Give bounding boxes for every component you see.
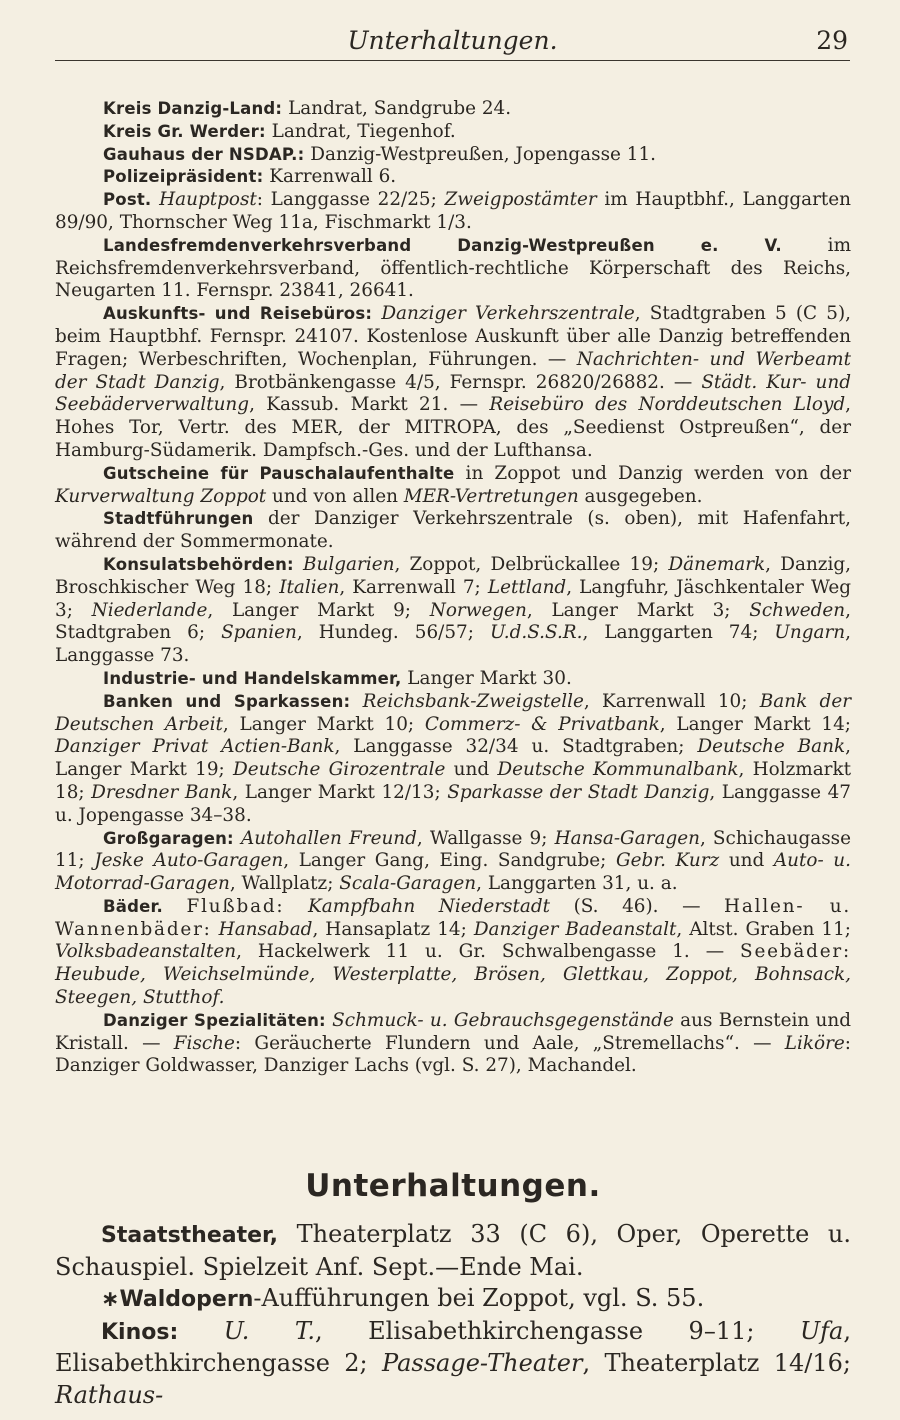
entry-heading: Post. — [103, 190, 152, 210]
page-number: 29 — [816, 26, 848, 55]
entry-kinos: Kinos: U. T., Elisabethkirchengasse 9–11; Ufa, Elisabethkirchengasse 2; Passage-Theater, Theaterplatz 14/16; Rathaus- — [55, 1316, 851, 1409]
entry-heading: Bäder. — [103, 896, 163, 916]
entry-polizeipraesident: Polizeipräsident: Karrenwall 6. — [103, 166, 397, 188]
entry-heading: Konsulatsbehörden: — [103, 554, 294, 574]
entry-heading: Kreis Gr. Werder: — [103, 121, 266, 141]
running-title: Unterhaltungen. — [347, 26, 558, 55]
entry-auskunfts-reisebueros: Auskunfts- und Reisebüros: Danziger Verkehrszentrale, Stadtgraben 5 (C 5), beim Hauptbhf. Fernspr. 24107. Kostenlose Auskunft über alle Danzig betreffenden Fragen; Werbeschriften, Wochenplan, Führungen. — Nachrichten- und Werbeamt der Stadt Danzig, Brotbänkengasse 4/5, Fernspr. 26820/26882. — Städt. Kur- und Seebäderverwaltung, Kassub. Markt 21. — Reisebüro des Norddeutschen Lloyd, Hohes Tor, Vertr. des MER, der MITROPA, des „Seedienst Ostpreußen“, der Hamburg-Südamerik. Dampfsch.-Ges. und der Lufthansa. — [55, 303, 851, 461]
entry-heading: Staatstheater, — [101, 1223, 279, 1248]
entry-heading: Industrie- und Handelskammer, — [103, 668, 402, 688]
entry-grossgaragen: Großgaragen: Autohallen Freund, Wallgasse 9; Hansa-Garagen, Schichaugasse 11; Jeske Auto-Garagen, Langer Gang, Eing. Sandgrube; Gebr. Kurz und Auto- u. Motorrad-Garagen, Wallplatz; Scala-Garagen, Langgarten 31, u. a. — [55, 827, 851, 895]
section-heading: Unterhaltungen. — [305, 1168, 601, 1204]
entry-kreis-danzig-land: Kreis Danzig-Land: Landrat, Sandgrube 24. — [103, 98, 512, 119]
entry-heading: Kreis Danzig-Land: — [103, 99, 283, 118]
entry-staatstheater: Staatstheater, Theaterplatz 33 (C 6), Oper, Operette u. Schauspiel. Spielzeit Anf. Sept.—Ende Mai. — [55, 1220, 851, 1281]
entry-heading: Kinos: — [101, 1319, 179, 1345]
directory-listing — [55, 98, 851, 1078]
entry-kreis-gr-werder: Kreis Gr. Werder: Landrat, Tiegenhof. — [103, 120, 456, 142]
entry-gutscheine: Gutscheine für Pauschalaufenthalte in Zoppot und Danzig werden von der Kurverwaltung Zoppot und von allen MER-Vertretungen ausgegeben. — [55, 462, 851, 507]
entry-gauhaus: Gauhaus der NSDAP.: Danzig-Westpreußen, Jopengasse 11. — [103, 143, 656, 165]
entry-stadtfuehrungen: Stadtführungen der Danziger Verkehrszentrale (s. oben), mit Hafenfahrt, während der Sommermonate. — [55, 508, 851, 553]
entry-heading: Großgaragen: — [103, 828, 234, 848]
entry-heading: Stadtführungen — [103, 509, 254, 529]
entry-heading: Gutscheine für Pauschalaufenthalte — [103, 463, 455, 483]
entry-heading: Banken und Sparkassen: — [103, 691, 351, 711]
entry-landesfremdenverkehrsverband: Landesfremdenverkehrsverband Danzig-Westpreußen e. V. im Reichsfremdenverkehrsverband, öffentlich-rechtliche Körperschaft des Reichs, Neugarten 11. Fernspr. 23841, 26641. — [55, 234, 852, 302]
entry-heading: Landesfremdenverkehrsverband Danzig-Westpreußen e. V. — [103, 235, 782, 255]
entry-danziger-spezialitaeten: Danziger Spezialitäten: Schmuck- u. Gebrauchsgegenstände aus Bernstein und Kristall. — Fische: Geräucherte Flundern und Aale, „Stremellachs“. — Liköre: Danziger Goldwasser, Danziger Lachs (vgl. S. 27), Machandel. — [55, 1009, 851, 1077]
unterhaltungen-section — [55, 1168, 851, 1411]
entry-heading: Gauhaus der NSDAP.: — [103, 144, 305, 164]
page-header — [55, 22, 850, 61]
entry-baeder: Bäder. Flußbad: Kampfbahn Niederstadt (S. 46). — Hallen- u. Wannenbäder: Hansabad, Hansaplatz 14; Danziger Badeanstalt, Altst. Graben 11; Volksbadeanstalten, Hackelwerk 11 u. Gr. Schwalbengasse 1. — Seebäder: Heubude, Weichselmünde, Westerplatte, Brösen, Glettkau, Zoppot, Bohnsack, Steegen, Stutthof. — [55, 895, 851, 1009]
entry-post: Post. Hauptpost: Langgasse 22/25; Zweigpostämter im Hauptbhf., Langgarten 89/90, Thornscher Weg 11a, Fischmarkt 1/3. — [55, 189, 851, 233]
entry-heading: Auskunfts- und Reisebüros: — [103, 304, 373, 324]
entry-banken-sparkassen: Banken und Sparkassen: Reichsbank-Zweigstelle, Karrenwall 10; Bank der Deutschen Arbeit, Langer Markt 10; Commerz- & Privatbank, Langer Markt 14; Danziger Privat Actien-Bank, Langgasse 32/34 u. Stadtgraben; Deutsche Bank, Langer Markt 19; Deutsche Girozentrale und Deutsche Kommunalbank, Holzmarkt 18; Dresdner Bank, Langer Markt 12/13; Sparkasse der Stadt Danzig, Langgasse 47 u. Jopengasse 34–38. — [55, 690, 852, 826]
entry-konsulatsbehoerden: Konsulatsbehörden: Bulgarien, Zoppot, Delbrückallee 19; Dänemark, Danzig, Broschkischer Weg 18; Italien, Karrenwall 7; Lettland, Langfuhr, Jäschkentaler Weg 3; Niederlande, Langer Markt 9; Norwegen, Langer Markt 3; Schweden, Stadtgraben 6; Spanien, Hundeg. 56/57; U.d.S.S.R., Langgarten 74; Ungarn, Langgasse 73. — [55, 553, 852, 667]
entry-heading: Waldopern — [119, 1287, 254, 1312]
entry-industrie-handelskammer: Industrie- und Handelskammer, Langer Markt 30. — [103, 667, 572, 689]
entry-heading: Danziger Spezialitäten: — [103, 1010, 326, 1030]
entry-waldopern: ∗Waldopern-Aufführungen bei Zoppot, vgl. S. 55. — [101, 1284, 705, 1312]
star-icon: ∗ — [101, 1287, 120, 1312]
entry-heading: Polizeipräsident: — [103, 167, 264, 187]
